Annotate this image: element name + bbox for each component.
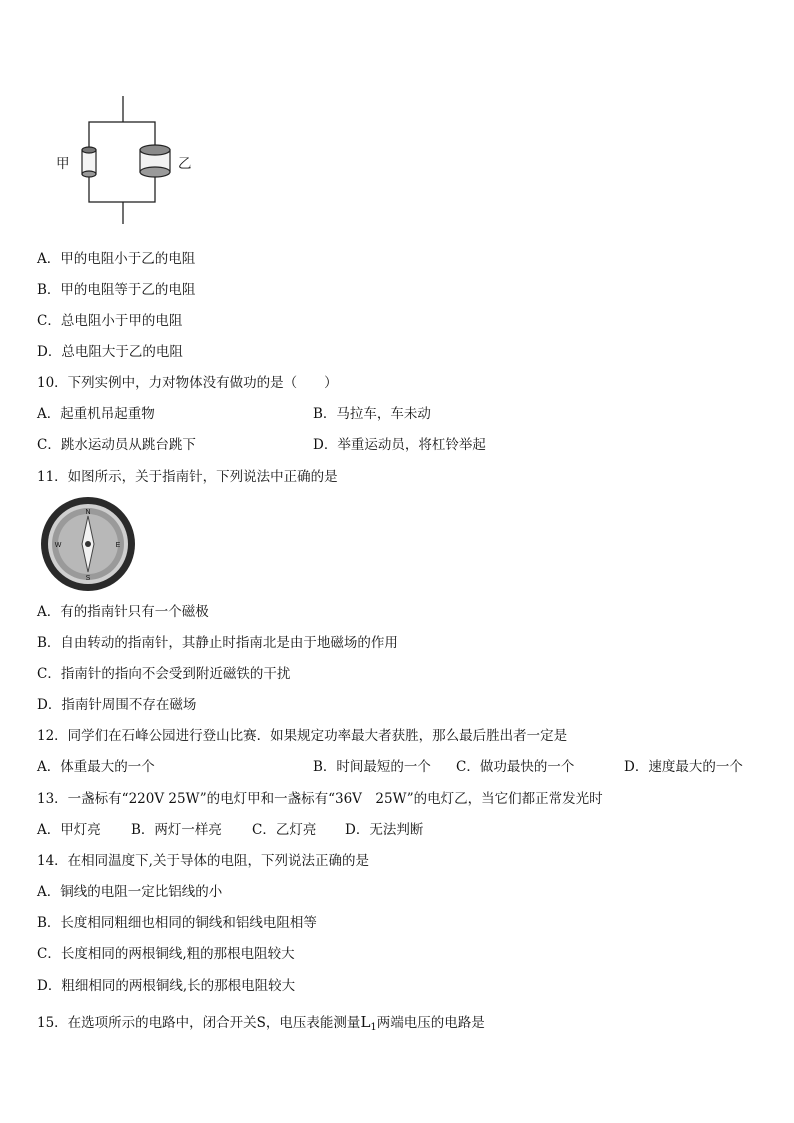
- resistor-jia: [82, 147, 96, 177]
- compass-n-label: N: [85, 509, 91, 516]
- q10-option-a: A．起重机吊起重物: [37, 406, 155, 422]
- q13-option-d: D．无法判断: [345, 822, 424, 838]
- q10-option-d: D．举重运动员，将杠铃举起: [313, 437, 486, 453]
- compass-w-label: W: [54, 542, 62, 549]
- q11-option-c: C．指南针的指向不会受到附近磁铁的干扰: [37, 666, 291, 682]
- q12-option-a: A．体重最大的一个: [37, 759, 155, 775]
- compass-e-label: E: [115, 542, 121, 549]
- q15-stem-pre: 15．在选项所示的电路中，闭合开关S，电压表能测量: [37, 1015, 361, 1031]
- q12-option-b: B．时间最短的一个: [313, 759, 431, 775]
- q10-option-c: C．跳水运动员从跳台跳下: [37, 437, 196, 453]
- q12-option-c: C．做功最快的一个: [456, 759, 575, 775]
- q14-option-c: C．长度相同的两根铜线,粗的那根电阻较大: [37, 946, 295, 962]
- resistor-yi: [140, 145, 170, 177]
- q13-stem: 13．一盏标有“220V 25W”的电灯甲和一盏标有“36V 25W”的电灯乙，当它们都正常发光时: [37, 791, 603, 807]
- q15-stem: [37, 1013, 485, 1037]
- q9-option-d: D．总电阻大于乙的电阻: [37, 344, 183, 360]
- q14-option-d: D．粗细相同的两根铜线,长的那根电阻较大: [37, 978, 296, 994]
- compass-s-label: S: [85, 575, 91, 582]
- q14-option-a: A．铜线的电阻一定比铝线的小: [37, 884, 223, 900]
- compass-figure: [38, 494, 138, 594]
- q12-stem: 12．同学们在石峰公园进行登山比赛．如果规定功率最大者获胜，那么最后胜出者一定是: [37, 728, 568, 744]
- q9-option-b: B．甲的电阻等于乙的电阻: [37, 282, 196, 298]
- q13-option-a: A．甲灯亮: [37, 822, 101, 838]
- q11-option-d: D．指南针周围不存在磁场: [37, 697, 197, 713]
- label-jia: 甲: [56, 156, 70, 172]
- q15-symbol: L: [360, 1013, 371, 1031]
- parallel-resistor-figure: [50, 92, 210, 232]
- q12-option-d: D．速度最大的一个: [624, 759, 743, 775]
- q11-stem: 11．如图所示，关于指南针，下列说法中正确的是: [37, 469, 338, 485]
- compass-icon: [38, 494, 138, 594]
- q10-stem: 10．下列实例中，力对物体没有做功的是（ ）: [37, 375, 338, 391]
- q14-option-b: B．长度相同粗细也相同的铜线和铝线电阻相等: [37, 915, 317, 931]
- q14-stem: 14．在相同温度下,关于导体的电阻，下列说法正确的是: [37, 853, 369, 869]
- q11-option-b: B．自由转动的指南针，其静止时指南北是由于地磁场的作用: [37, 635, 398, 651]
- q10-option-b: B．马拉车，车未动: [313, 406, 431, 422]
- q15-subscript: 1: [370, 1022, 377, 1033]
- q9-option-c: C．总电阻小于甲的电阻: [37, 313, 183, 329]
- q13-option-b: B．两灯一样亮: [131, 822, 222, 838]
- q9-option-a: A．甲的电阻小于乙的电阻: [37, 251, 196, 267]
- q13-option-c: C．乙灯亮: [252, 822, 317, 838]
- q11-option-a: A．有的指南针只有一个磁极: [37, 604, 209, 620]
- q15-stem-post: 两端电压的电路是: [376, 1015, 485, 1031]
- label-yi: 乙: [178, 156, 192, 172]
